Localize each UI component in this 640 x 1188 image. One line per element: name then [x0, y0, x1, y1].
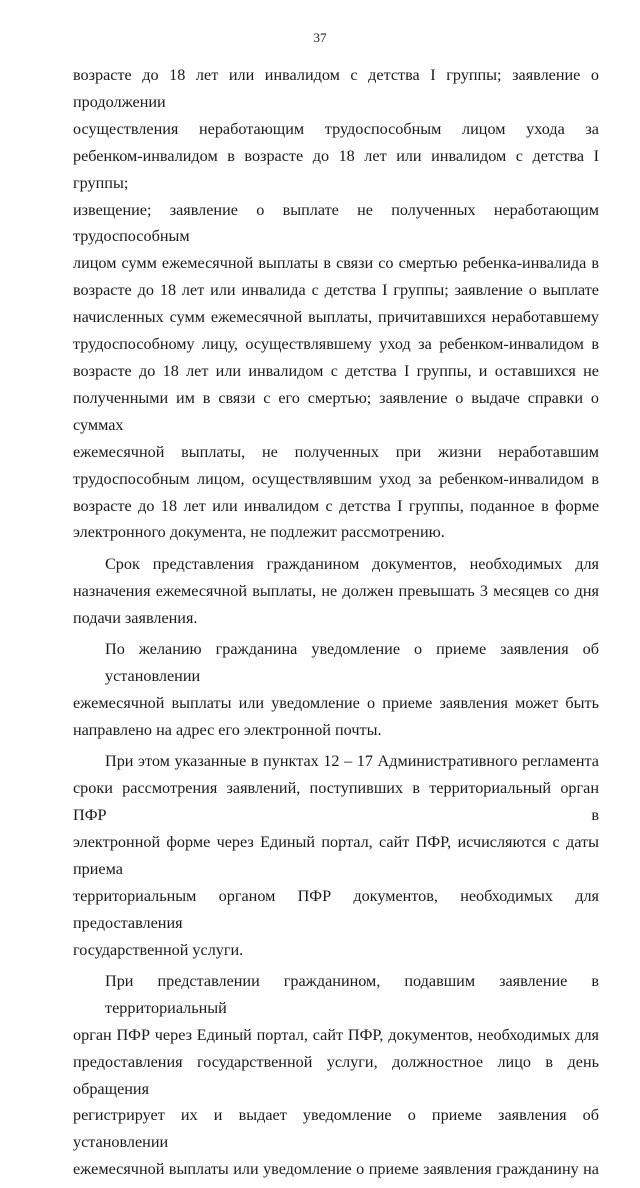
text-line: При этом указанные в пунктах 12 – 17 Административного регламента — [105, 752, 599, 771]
text-line: По желанию гражданина уведомление о приеме заявления об установлении — [105, 640, 599, 685]
paragraph-email-notification — [73, 636, 599, 744]
text-line: лицом сумм ежемесячной выплаты в связи со смертью ребенка-инвалида в — [73, 254, 599, 273]
document-body — [73, 62, 599, 1188]
text-line: назначения ежемесячной выплаты, не должен превышать 3 месяцев со дня — [73, 581, 599, 600]
text-line: осуществления неработающим трудоспособным лицом ухода за — [73, 119, 599, 138]
text-line: возрасте до 18 лет или инвалида с детства I группы; заявление о выплате — [73, 281, 599, 300]
text-line: ежемесячной выплаты или уведомление о приеме заявления гражданину на — [73, 1160, 599, 1179]
text-line: предоставления государственной услуги, должностное лицо в день обращения — [73, 1052, 599, 1098]
paragraph-document-registration — [73, 968, 599, 1183]
text-line: возрасте до 18 лет или инвалидом с детства I группы, и оставшихся не — [73, 361, 599, 380]
text-line: электронного документа, не подлежит рассмотрению. — [73, 523, 445, 542]
text-line: орган ПФР через Единый портал, сайт ПФР, документов, необходимых для — [73, 1025, 599, 1044]
text-line: ежемесячной выплаты, не полученных при жизни неработавшим — [73, 442, 599, 461]
text-line: электронной форме через Единый портал, сайт ПФР, исчисляются с даты приема — [73, 832, 599, 878]
text-line: полученными им в связи с его смертью; заявление о выдаче справки о суммах — [73, 388, 599, 434]
text-line: территориальным органом ПФР документов, необходимых для предоставления — [73, 886, 599, 932]
text-line: извещение; заявление о выплате не полученных неработающим трудоспособным — [73, 200, 599, 246]
text-line: начисленных сумм ежемесячной выплаты, причитавшихся неработавшему — [73, 308, 599, 327]
paragraph-review-terms — [73, 748, 599, 963]
text-line: государственной услуги. — [73, 940, 244, 959]
text-line: возрасте до 18 лет или инвалидом с детства I группы; заявление о продолжении — [73, 66, 599, 111]
paragraph-submission-deadline — [73, 551, 599, 632]
text-line: ребенком-инвалидом в возрасте до 18 лет или инвалидом с детства I группы; — [73, 146, 599, 192]
text-line: трудоспособным лицом, осуществлявшим уход за ребенком-инвалидом в — [73, 469, 599, 488]
text-line: Срок представления гражданином документов, необходимых для — [105, 554, 599, 573]
text-line: направлено на адрес его электронной почты. — [73, 720, 382, 739]
text-line: сроки рассмотрения заявлений, поступивших в территориальный орган ПФР в — [73, 779, 599, 824]
page-number: 37 — [313, 30, 327, 45]
text-line: трудоспособному лицу, осуществлявшему уход за ребенком-инвалидом в — [73, 335, 599, 354]
paragraph-continuation — [73, 62, 599, 546]
text-line: регистрирует их и выдает уведомление о приеме заявления об установлении — [73, 1106, 599, 1152]
text-line: ежемесячной выплаты или уведомление о приеме заявления может быть — [73, 693, 599, 712]
text-line: подачи заявления. — [73, 608, 198, 627]
text-line: При представлении гражданином, подавшим заявление в территориальный — [105, 971, 599, 1017]
text-line: возрасте до 18 лет или инвалидом с детства I группы, поданное в форме — [73, 496, 599, 515]
